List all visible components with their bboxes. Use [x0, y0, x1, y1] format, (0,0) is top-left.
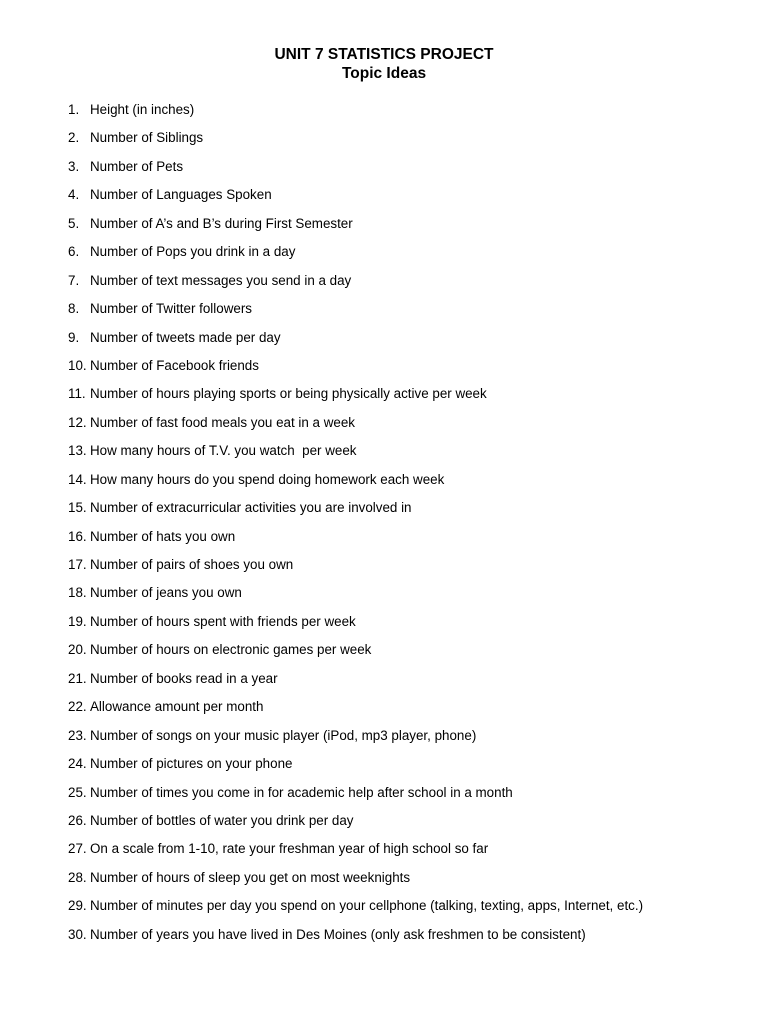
list-item: [0, 840, 768, 868]
list-item-text: Number of Pops you drink in a day: [90, 244, 296, 260]
list-item-text: Number of books read in a year: [90, 670, 278, 686]
list-item: [0, 926, 768, 954]
list-item-text: Number of tweets made per day: [90, 329, 281, 345]
list-item: [0, 897, 768, 925]
list-item-number: 22.: [68, 699, 87, 715]
list-item: [0, 784, 768, 812]
list-item-number: 14.: [68, 471, 87, 487]
list-item-number: 5.: [68, 215, 80, 231]
list-item-number: 2.: [68, 130, 80, 146]
list-item-text: Number of minutes per day you spend on your cellphone (talking, texting, apps, Internet, etc.): [90, 898, 644, 914]
list-item-number: 17.: [68, 557, 87, 572]
list-item-text: Number of Facebook friends: [90, 357, 259, 373]
list-item-text: Number of hats you own: [90, 528, 236, 544]
list-item-text: How many hours of T.V. you watch per week: [90, 443, 357, 459]
list-item-number: 13.: [68, 443, 87, 459]
list-item-text: Number of bottles of water you drink per day: [90, 812, 354, 828]
list-item-text: Height (in inches): [90, 102, 195, 117]
list-item-number: 1.: [68, 102, 80, 117]
list-item-text: Number of Twitter followers: [90, 301, 252, 317]
list-item-text: Number of fast food meals you eat in a week: [90, 414, 355, 430]
list-item: [0, 300, 768, 328]
list-item-number: 12.: [68, 414, 87, 430]
list-item-text: Number of years you have lived in Des Moines (only ask freshmen to be consistent): [90, 926, 586, 942]
list-item-number: 7.: [68, 272, 80, 288]
list-item-text: Number of hours of sleep you get on most weeknights: [90, 869, 411, 885]
list-item: [0, 869, 768, 897]
document-header: [0, 45, 768, 83]
list-item: [0, 186, 768, 214]
page-title: UNIT 7 STATISTICS PROJECT: [274, 46, 494, 63]
list-item: [0, 584, 768, 612]
list-item-text: Number of Languages Spoken: [90, 187, 272, 203]
list-item-text: Number of Pets: [90, 158, 184, 174]
list-item-number: 20.: [68, 642, 87, 658]
list-item-number: 21.: [68, 670, 87, 686]
list-item: [0, 129, 768, 157]
list-item: [0, 471, 768, 499]
list-item-text: Number of pairs of shoes you own: [90, 557, 294, 572]
list-item-number: 24.: [68, 756, 87, 772]
list-item-number: 10.: [68, 357, 87, 373]
list-item: [0, 215, 768, 243]
list-item-number: 6.: [68, 244, 80, 260]
list-item: [0, 755, 768, 783]
list-item-number: 27.: [68, 841, 87, 857]
list-item-text: Number of hours on electronic games per week: [90, 642, 372, 658]
list-item: [0, 329, 768, 357]
list-item-text: Number of text messages you send in a day: [90, 272, 352, 288]
list-item-number: 15.: [68, 500, 87, 516]
list-item: [0, 272, 768, 300]
list-item-number: 25.: [68, 784, 87, 800]
list-item-number: 23.: [68, 727, 87, 743]
page-subtitle: Topic Ideas: [341, 65, 427, 82]
list-item-text: Number of hours playing sports or being physically active per week: [90, 386, 487, 402]
list-item-text: Number of A’s and B’s during First Semester: [90, 215, 353, 231]
list-item: [0, 101, 768, 129]
list-item-number: 30.: [68, 926, 87, 942]
list-item-text: Number of songs on your music player (iPod, mp3 player, phone): [90, 727, 477, 743]
list-item-number: 28.: [68, 869, 87, 885]
list-item-number: 19.: [68, 613, 87, 629]
list-item-number: 26.: [68, 812, 87, 828]
list-item: [0, 385, 768, 413]
list-item-number: 9.: [68, 329, 80, 345]
list-item: [0, 243, 768, 271]
list-item: [0, 812, 768, 840]
list-item: [0, 698, 768, 726]
list-item: [0, 499, 768, 527]
list-item-number: 18.: [68, 585, 87, 601]
list-item-text: Number of extracurricular activities you are involved in: [90, 500, 412, 516]
list-item-number: 29.: [68, 898, 87, 914]
list-item-number: 8.: [68, 301, 80, 317]
list-item-text: Number of Siblings: [90, 130, 204, 146]
list-item-text: On a scale from 1-10, rate your freshman year of high school so far: [90, 841, 489, 857]
list-item-number: 4.: [68, 187, 80, 203]
list-item-number: 11.: [68, 386, 86, 402]
list-item-number: 16.: [68, 528, 87, 544]
list-item: [0, 556, 768, 584]
list-item: [0, 357, 768, 385]
list-item: [0, 727, 768, 755]
list-item: [0, 158, 768, 186]
list-item: [0, 641, 768, 669]
list-item-text: Number of jeans you own: [90, 585, 242, 601]
list-item: [0, 613, 768, 641]
topic-list: [0, 101, 768, 954]
list-item: [0, 442, 768, 470]
list-item: [0, 670, 768, 698]
list-item-text: Allowance amount per month: [90, 699, 264, 715]
list-item-text: Number of times you come in for academic help after school in a month: [90, 784, 513, 800]
list-item-text: How many hours do you spend doing homework each week: [90, 471, 445, 487]
list-item-text: Number of hours spent with friends per week: [90, 613, 356, 629]
list-item: [0, 528, 768, 556]
list-item: [0, 414, 768, 442]
list-item-text: Number of pictures on your phone: [90, 756, 293, 772]
list-item-number: 3.: [68, 158, 80, 174]
